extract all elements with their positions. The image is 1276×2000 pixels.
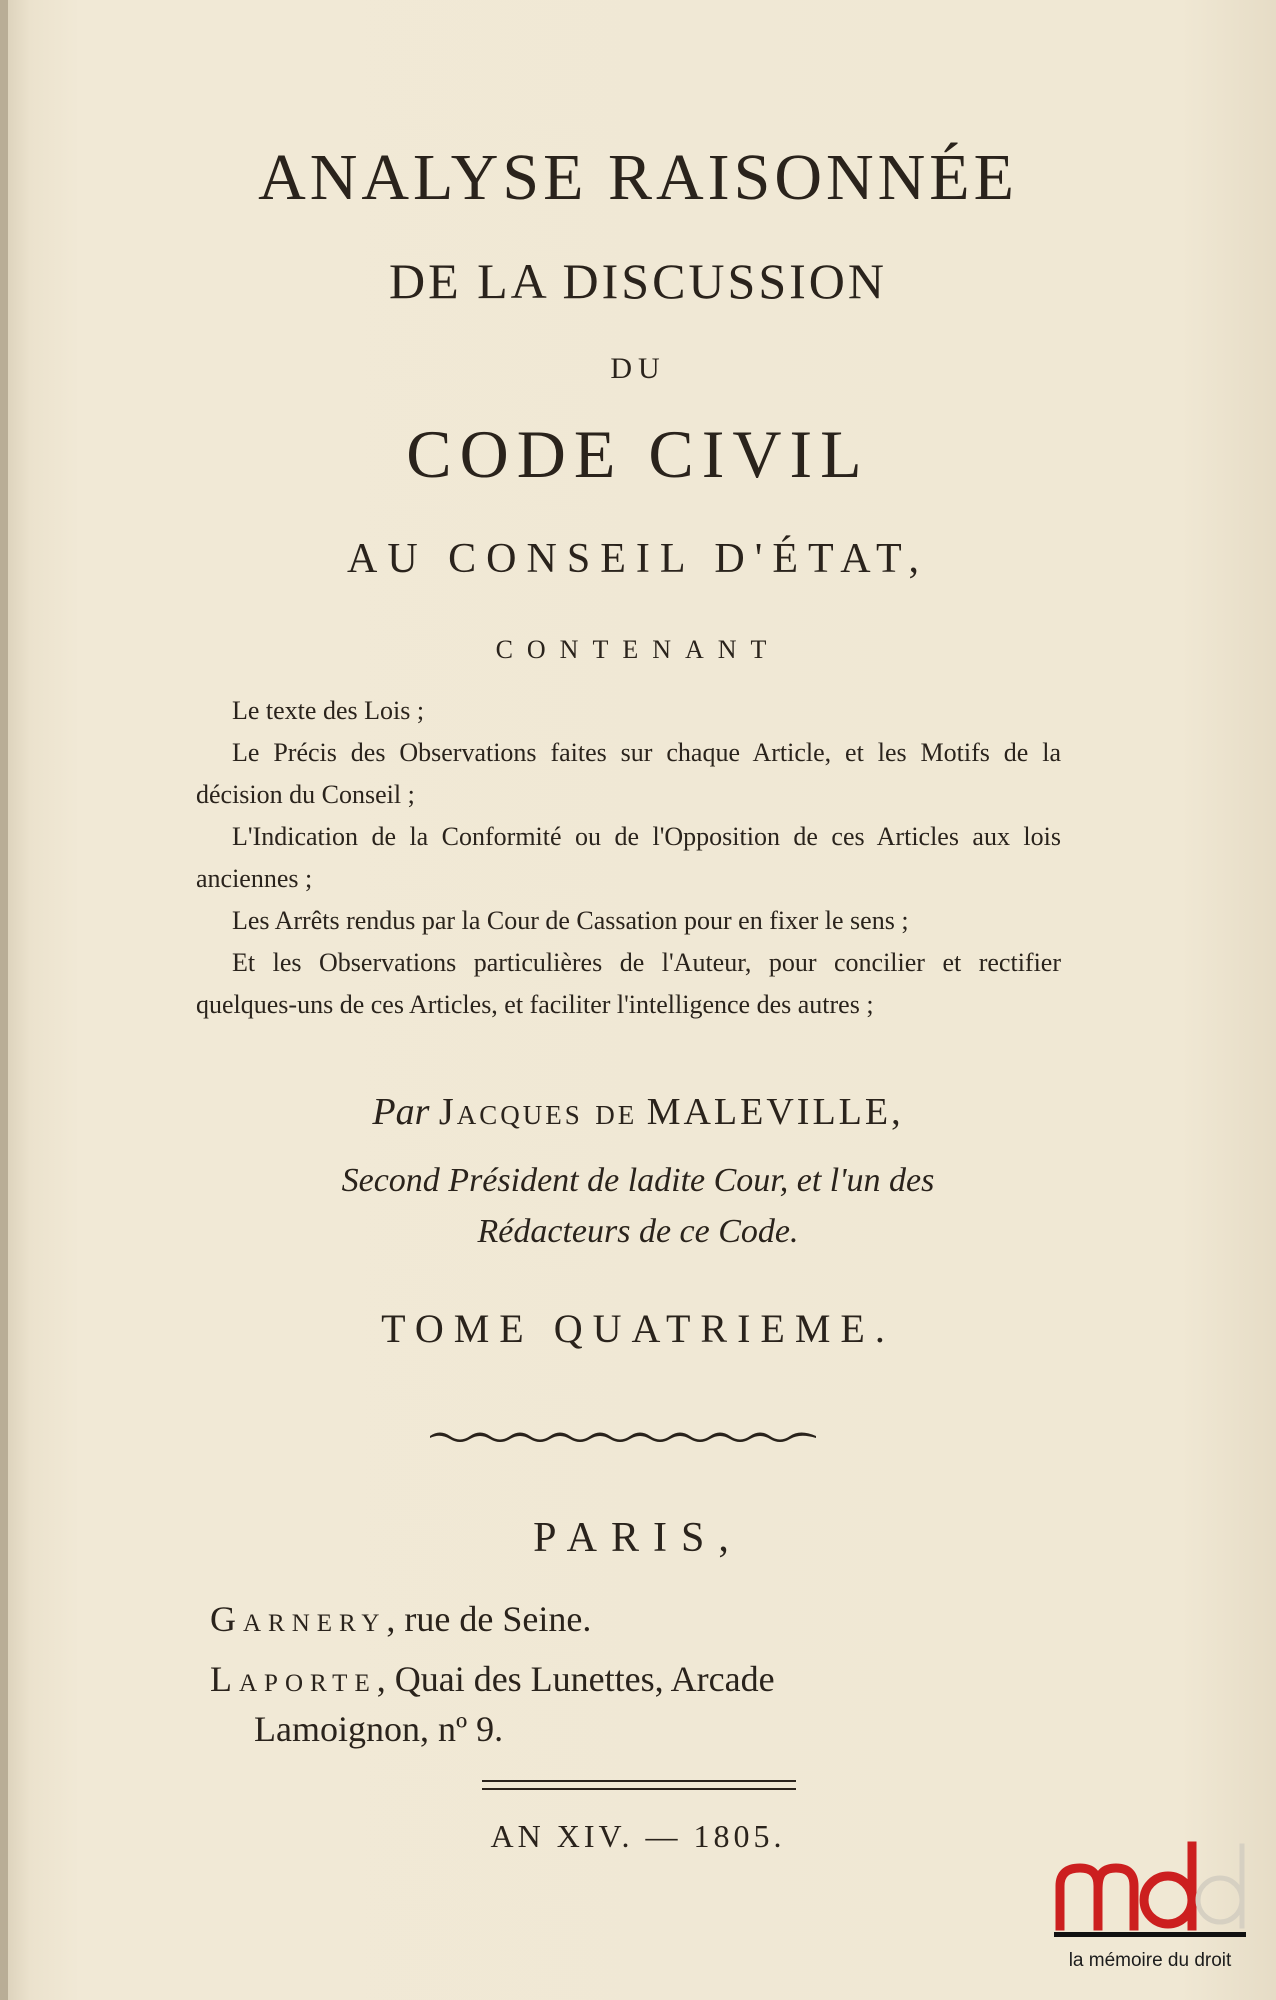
contents-item: L'Indication de la Conformité ou de l'Opposition de ces Articles aux lois anciennes ; [196,822,1061,893]
publisher-address-continued: Lamoignon, nº 9. [254,1709,504,1749]
mdd-logo-text: la mémoire du droit [1068,1950,1232,1971]
author-prefix: Par [372,1091,430,1133]
contents-item: Et les Observations particulières de l'Auteur, pour concilier et rectifier quelques-uns de ces Articles, et faciliter l'intelligence des autres ; [196,948,1061,1019]
publisher-address: , rue de Seine. [386,1599,592,1639]
title-line-2: DE LA DISCUSSION [388,253,888,309]
mdd-logo-mark [1050,1838,1250,1938]
double-rule-top [482,1780,796,1782]
contenant-heading: CONTENANT [495,635,781,664]
publication-date: AN XIV. — 1805. [490,1818,786,1854]
title-line-1: ANALYSE RAISONNÉE [258,141,1018,214]
publisher-line-2 [210,1658,1052,1700]
ornament-divider [428,1425,818,1447]
contents-list [196,690,1061,1026]
double-rule-bottom [482,1788,796,1790]
contents-item: Le texte des Lois ; [232,696,425,725]
city: PARIS, [533,1515,743,1561]
title-line-4: CODE CIVIL [406,416,870,492]
author-last-name: MALEVILLE, [646,1091,904,1133]
author-role-line-1: Second Président de ladite Cour, et l'un des [341,1162,935,1199]
publisher-name: Garnery [210,1599,387,1639]
author-line [0,1090,1276,1134]
publisher-name: Laporte [210,1659,377,1699]
volume-label: TOME QUATRIEME. [381,1306,895,1351]
publisher-address: , Quai des Lunettes, Arcade [376,1659,775,1699]
publisher-line-1 [210,1598,591,1640]
contents-item: Les Arrêts rendus par la Cour de Cassation pour en fixer le sens ; [232,906,909,935]
author-first-name: Jacques de [438,1091,638,1133]
mdd-logo [1050,1838,1250,1986]
author-role-line-2: Rédacteurs de ce Code. [477,1213,799,1250]
contents-item: Le Précis des Observations faites sur chaque Article, et les Motifs de la décision du Conseil ; [196,738,1061,809]
title-line-3: DU [610,352,666,385]
title-line-5: AU CONSEIL D'ÉTAT, [347,536,929,582]
